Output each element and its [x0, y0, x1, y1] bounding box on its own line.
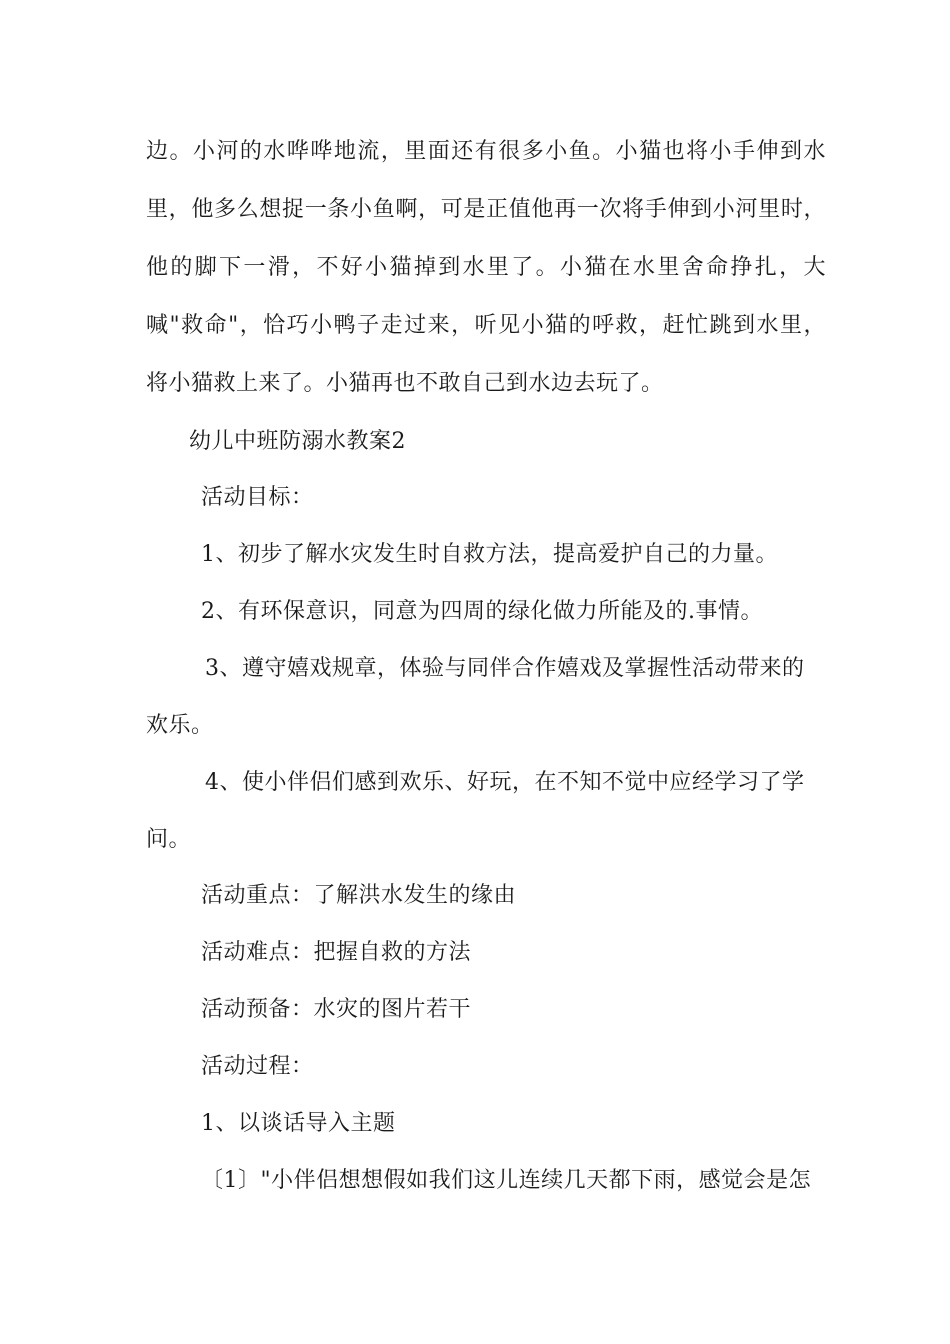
difficulty: 活动难点：把握自救的方法 — [201, 940, 472, 965]
goal-3-line-2: 欢乐。 — [146, 713, 214, 738]
story-line-1: 边。小河的水哗哗地流，里面还有很多小鱼。小猫也将小手伸到水 — [146, 139, 826, 164]
step-1-1: 〔1〕"小伴侣想想假如我们这儿连续几天都下雨，感觉会是怎 — [201, 1168, 812, 1193]
story-line-5: 将小猫救上来了。小猫再也不敢自己到水边去玩了。 — [146, 371, 664, 396]
goal-1: 1、初步了解水灾发生时自救方法，提高爱护自己的力量。 — [201, 542, 778, 567]
goals-heading: 活动目标： — [201, 485, 314, 510]
preparation: 活动预备：水灾的图片若干 — [201, 997, 472, 1022]
story-line-2: 里，他多么想捉一条小鱼啊，可是正值他再一次将手伸到小河里时， — [146, 197, 826, 222]
key-point: 活动重点：了解洪水发生的缘由 — [201, 883, 517, 908]
goal-4-line-2: 问。 — [146, 827, 192, 852]
goal-2: 2、有环保意识，同意为四周的绿化做力所能及的.事情。 — [201, 599, 763, 624]
process-heading: 活动过程： — [201, 1054, 314, 1079]
section-title: 幼儿中班防溺水教案2 — [189, 429, 406, 454]
story-line-4: 喊"救命"，恰巧小鸭子走过来，听见小猫的呼救，赶忙跳到水里， — [146, 313, 826, 338]
story-line-3: 他的脚下一滑，不好小猫掉到水里了。小猫在水里舍命挣扎，大 — [146, 255, 826, 280]
goal-4-line-1: 4、使小伴侣们感到欢乐、好玩，在不知不觉中应经学习了学 — [205, 770, 805, 795]
goal-3-line-1: 3、遵守嬉戏规章，体验与同伴合作嬉戏及掌握性活动带来的 — [205, 656, 805, 681]
step-1: 1、以谈话导入主题 — [201, 1111, 396, 1136]
